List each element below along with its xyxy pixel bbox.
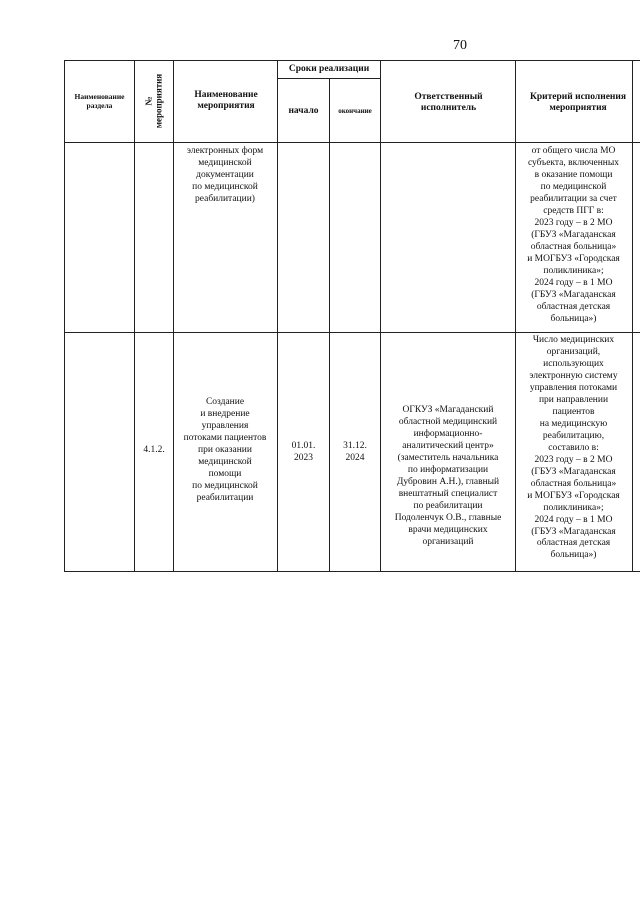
header-event-number-wrap — [135, 61, 173, 141]
row2-event-name: Создание и внедрение управления потоками пациентов при оказании медицинской помощи по медицинской реабилитации — [183, 397, 267, 503]
header-responsible: Ответственный исполнитель — [414, 92, 483, 114]
row1-event-name: электронных форм медицинской документации по медицинской реабилитации) — [186, 146, 264, 204]
header-end: окончание — [338, 107, 372, 115]
row2-start-date: 01.01. 2023 — [291, 441, 316, 463]
header-event-number: № мероприятия — [143, 73, 164, 129]
row2-event-number: 4.1.2. — [143, 445, 165, 455]
page-number: 70 — [453, 38, 467, 53]
row2-responsible: ОГКУЗ «Магаданский областной медицинский информационно- аналитический центр» (заместитель начальника по информатизации Дубровин А.Н.), главный внештатный специалист по реабилитации Подоленчук О.В., главные врачи медицинских организаций — [394, 405, 502, 547]
header-criterion: Критерий исполнения мероприятия — [529, 92, 627, 114]
row2-end-date: 31.12. 2024 — [343, 441, 367, 463]
header-section-name: Наименование раздела — [74, 92, 125, 110]
header-deadlines: Сроки реализации — [288, 64, 370, 74]
header-event-name: Наименование мероприятия — [194, 90, 258, 112]
row1-criterion: от общего числа МО субъекта, включенных в оказание помощи по медицинской реабилитации за счет средств ПГГ в: 2023 году – в 2 МО (ГБУЗ «Магаданская областная больница» и МОГБУЗ «Городская поликлиника»; 2024 году – в 1 МО (ГБУЗ «Магаданская областная детская больница») — [527, 146, 620, 324]
row2-criterion: Число медицинских организаций, использующих электронную систему управления потоками при направлении пациентов на медицинскую реабилитацию, составило в: 2023 году – в 2 МО (ГБУЗ «Магаданская областная больница» и МОГБУЗ «Городская поликлиника»; 2024 году – в 1 МО (ГБУЗ «Магаданская областная детская больница») — [527, 335, 620, 561]
header-start: начало — [288, 106, 319, 116]
